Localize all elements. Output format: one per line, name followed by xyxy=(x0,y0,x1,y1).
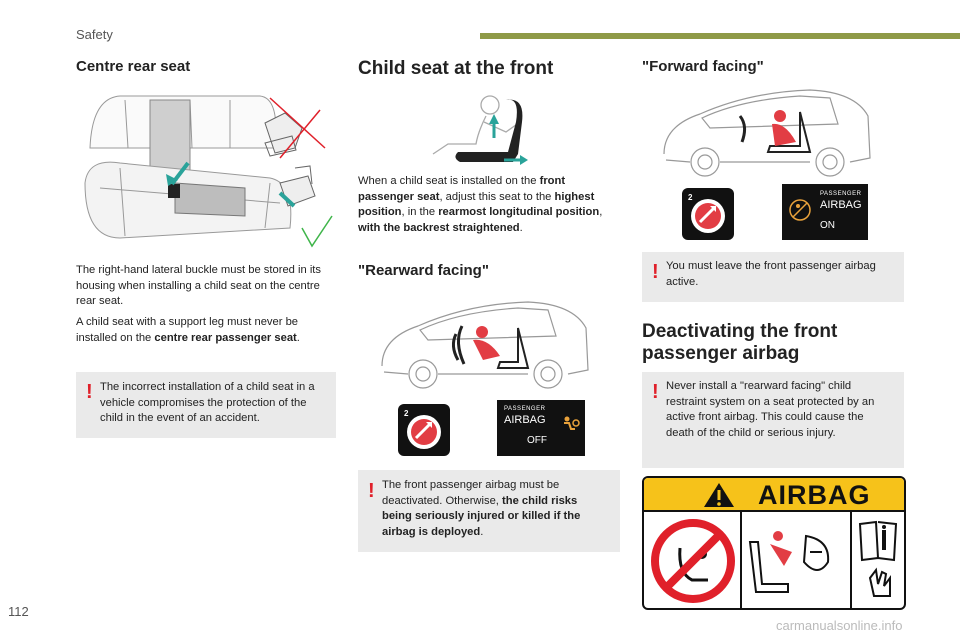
rear-warning-note xyxy=(76,372,336,438)
intro-part-1: front passenger seat xyxy=(358,175,566,203)
intro-part-7: with the backrest straightened xyxy=(358,221,520,234)
intro-part-0: When a child seat is installed on the xyxy=(358,175,540,187)
airbag-on-label-mid: AIRBAG xyxy=(820,199,862,211)
intro-part-6: , xyxy=(599,206,603,218)
rearward-warning-text xyxy=(382,478,610,540)
rearward-warning-bold: the child risks being seriously injured or killed if the airbag is deployed xyxy=(382,494,581,538)
manual-read-icon xyxy=(856,518,900,606)
rearward-car-illustration xyxy=(378,298,592,396)
warning-icon: ! xyxy=(652,261,659,283)
airbag-deploy-icon xyxy=(748,522,844,602)
label-divider-1 xyxy=(740,512,742,610)
airbag-off-label-mid: AIRBAG xyxy=(504,414,546,426)
airbag-label-title: AIRBAG xyxy=(758,480,871,510)
warning-triangle-icon xyxy=(702,481,736,509)
airbag-on-symbol-icon xyxy=(788,198,812,222)
airbag-off-symbol-icon xyxy=(559,414,581,436)
intro-part-3: highest position xyxy=(358,190,595,218)
seat-adjust-illustration xyxy=(428,92,530,170)
child-seat-front-title: Child seat at the front xyxy=(358,58,554,79)
deactivate-warning-note xyxy=(642,372,904,468)
rearward-warning-note xyxy=(358,470,620,552)
rearward-warning-post: . xyxy=(480,525,484,538)
intro-part-8: . xyxy=(519,221,523,234)
warning-icon: ! xyxy=(368,480,375,502)
child-seat-intro xyxy=(358,174,620,236)
airbag-label-header xyxy=(644,478,904,512)
deactivating-title-line2: passenger airbag xyxy=(642,343,800,364)
airbag-off-label-state: OFF xyxy=(527,435,547,446)
airbag-switch-knob-icon xyxy=(398,404,450,456)
no-rearward-seat-icon xyxy=(650,518,736,604)
svg-text:2: 2 xyxy=(404,409,409,418)
rearward-warning-pre: The front passenger airbag must be deactivated. Otherwise, xyxy=(382,479,560,507)
forward-car-illustration xyxy=(660,86,874,184)
airbag-on-label-top: PASSENGER xyxy=(820,191,862,197)
airbag-warning-label xyxy=(642,476,906,610)
airbag-switch-knob-icon xyxy=(682,188,734,240)
forward-note-text: You must leave the front passenger airbag active. xyxy=(666,260,876,288)
page-number: 112 xyxy=(8,604,29,619)
airbag-switch-off xyxy=(398,404,450,456)
centre-rear-para-1: The right-hand lateral buckle must be stored in its housing when installing a child seat on the centre rear seat. xyxy=(76,264,322,307)
deactivating-title-line1: Deactivating the front xyxy=(642,321,838,342)
forward-facing-title: "Forward facing" xyxy=(642,58,764,75)
centre-rear-para-2 xyxy=(76,315,338,346)
warning-icon: ! xyxy=(86,381,93,403)
centre-rear-seat-title: Centre rear seat xyxy=(76,58,191,75)
airbag-off-label-top: PASSENGER xyxy=(504,406,546,412)
header-accent-bar xyxy=(480,33,960,39)
watermark: carmanualsonline.info xyxy=(776,618,903,633)
para-2-end: . xyxy=(296,331,300,344)
intro-part-2: , adjust this seat to the xyxy=(439,190,555,203)
deactivating-title xyxy=(642,321,837,365)
warning-icon: ! xyxy=(652,381,659,403)
passenger-airbag-on-indicator xyxy=(782,184,868,240)
svg-text:2: 2 xyxy=(688,193,693,202)
para-2-bold: centre rear passenger seat xyxy=(154,331,297,344)
intro-part-4: , in the xyxy=(401,206,439,218)
rear-seat-illustration xyxy=(80,88,335,258)
airbag-on-label-state: ON xyxy=(820,220,835,231)
section-title: Safety xyxy=(76,27,113,42)
forward-note xyxy=(642,252,904,302)
deactivate-warning-text: Never install a "rearward facing" child restraint system on a seat protected by an active front airbag. This could cause the death of the child or serious injury. xyxy=(666,380,875,439)
rearward-facing-title: "Rearward facing" xyxy=(358,262,489,279)
rear-warning-text: The incorrect installation of a child seat in a vehicle compromises the protection of the child in the event of an accident. xyxy=(100,381,315,424)
label-divider-2 xyxy=(850,512,852,610)
airbag-switch-on xyxy=(682,188,734,240)
passenger-airbag-off-indicator xyxy=(497,400,585,456)
para-2-text: A child seat with a support leg must never be installed on the xyxy=(76,316,299,344)
intro-part-5: rearmost longitudinal position xyxy=(438,206,600,218)
